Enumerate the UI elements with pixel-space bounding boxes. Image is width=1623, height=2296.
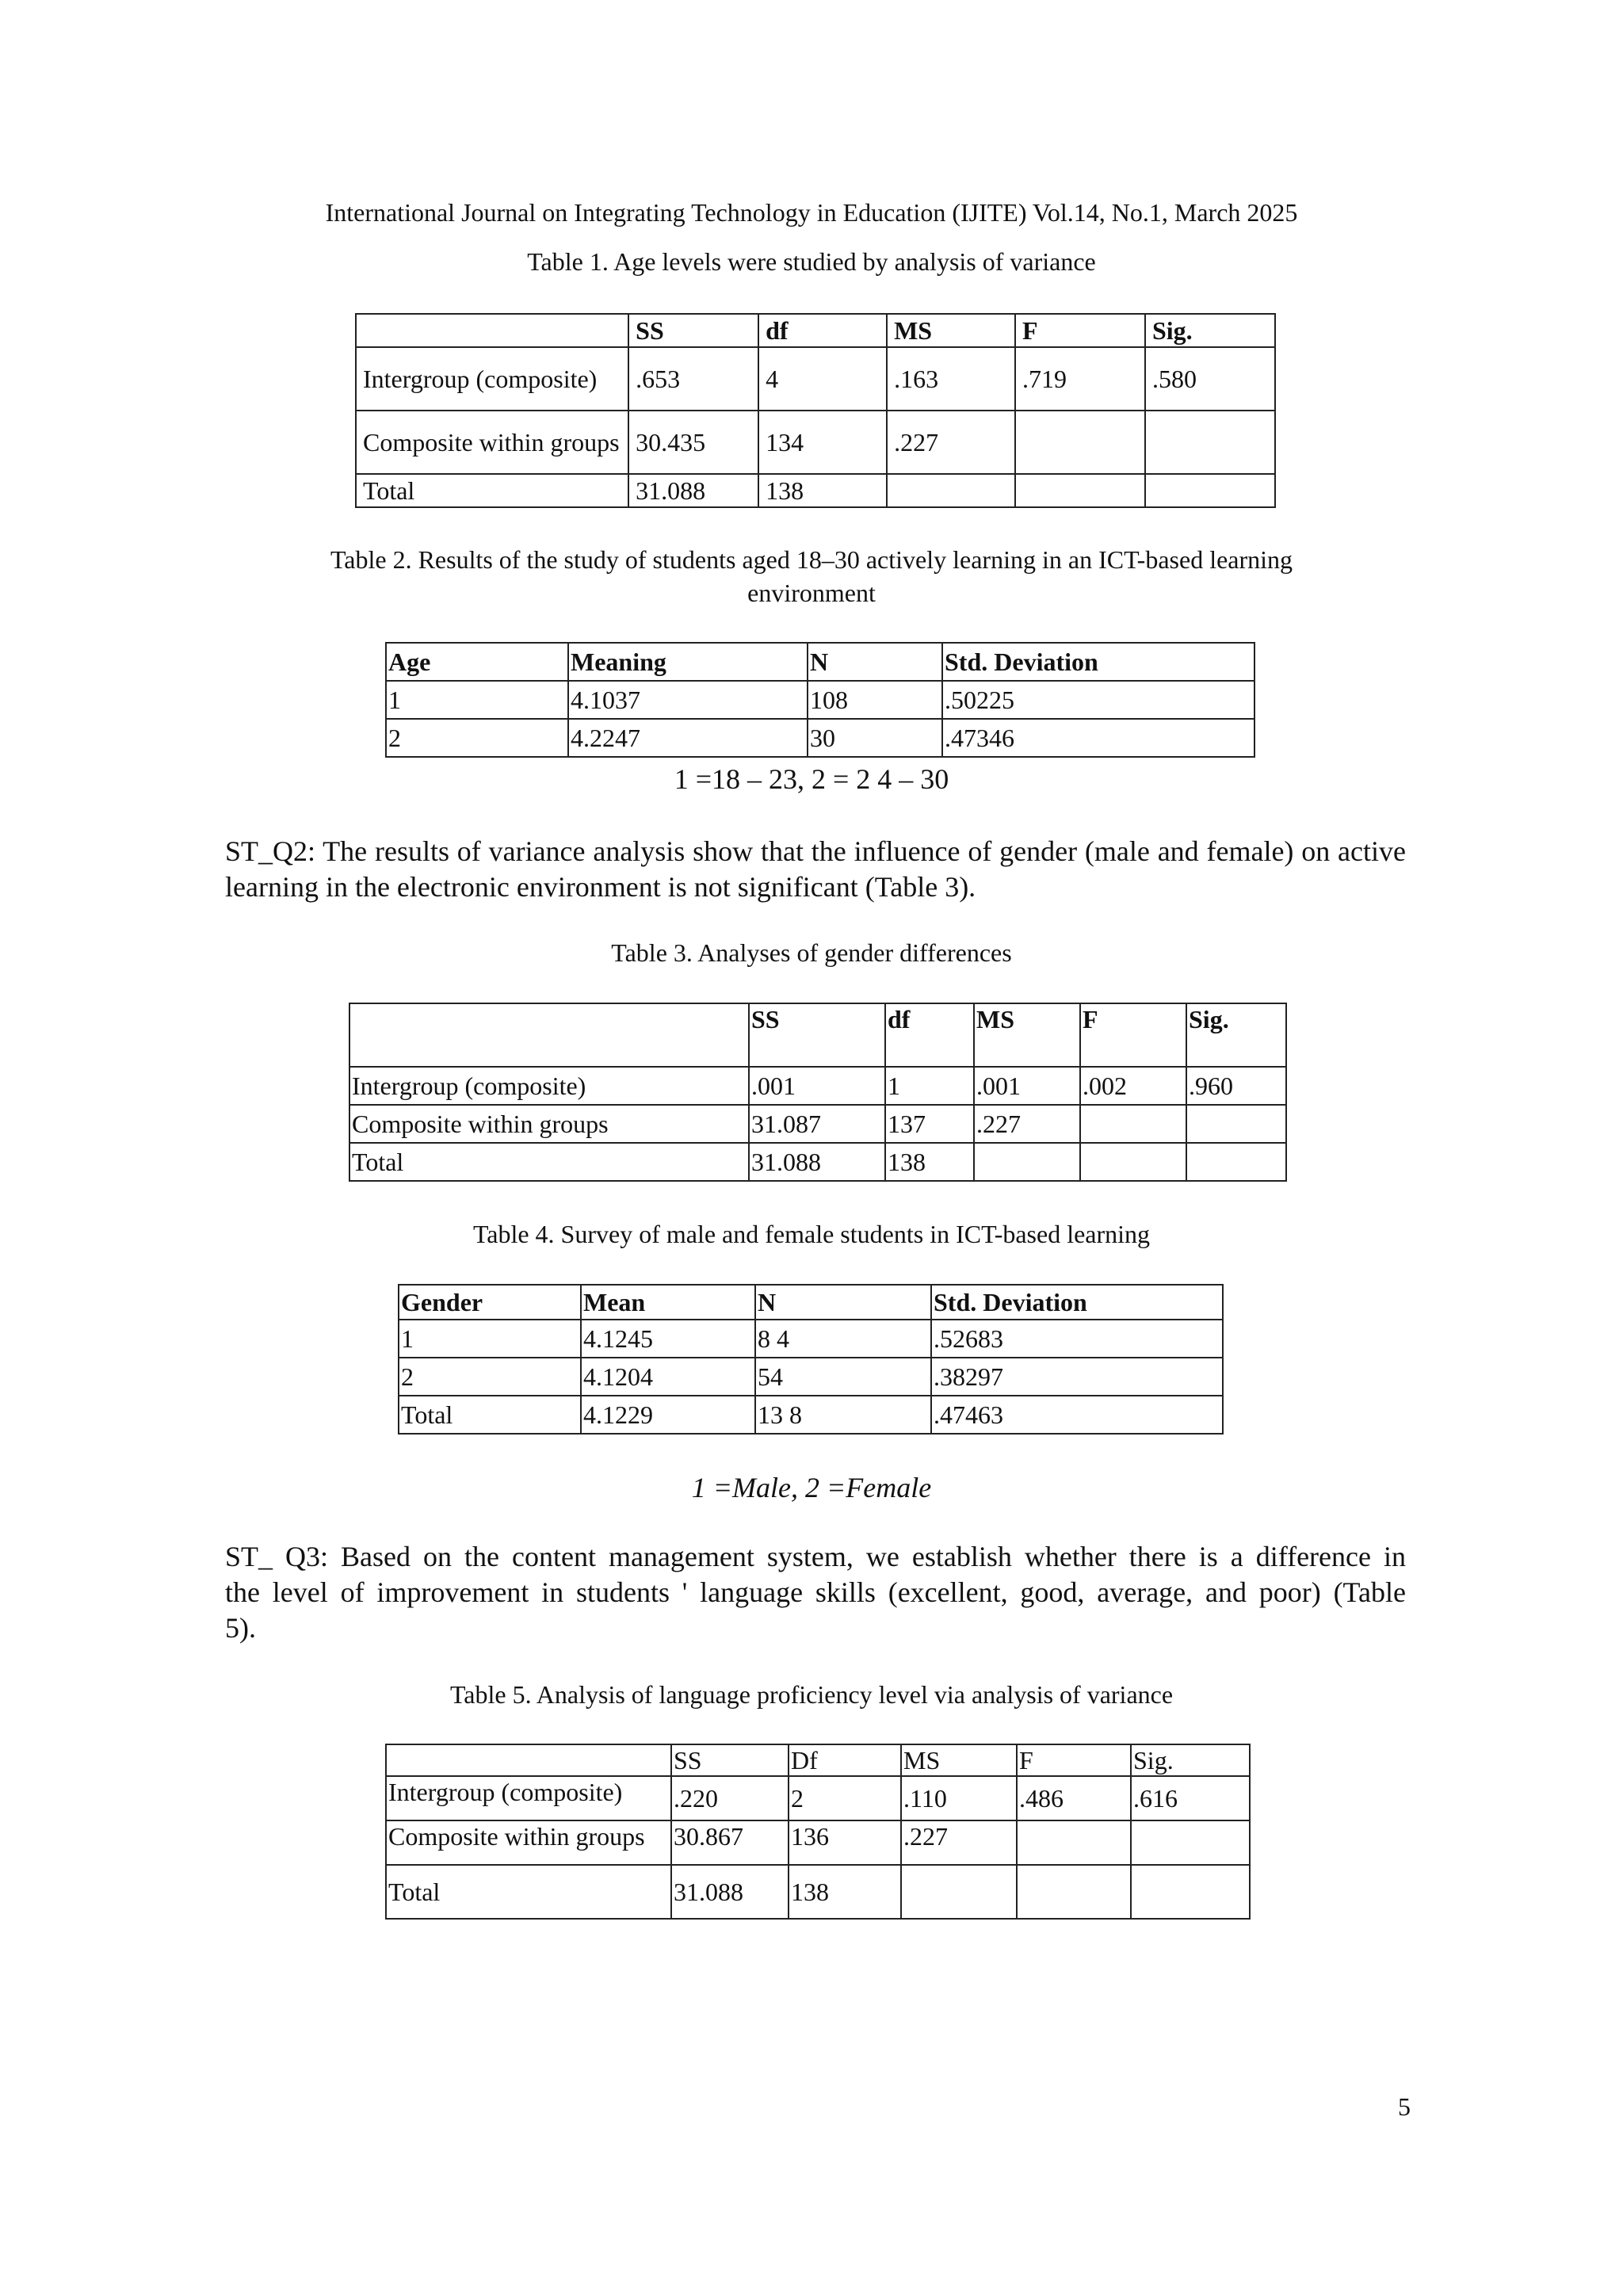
table3-row1-label: Intergroup (composite)	[349, 1067, 749, 1105]
table-row	[349, 1067, 1286, 1105]
table5-row3-sig	[1131, 1865, 1250, 1919]
table-row	[356, 411, 1275, 474]
table3-caption: Table 3. Analyses of gender differences	[611, 938, 1012, 967]
page-number: 5	[1398, 2092, 1411, 2121]
table1-row2-ss: 30.435	[628, 411, 758, 474]
table2-header-meaning: Meaning	[568, 643, 808, 681]
table1-caption: Table 1. Age levels were studied by analysis of variance	[527, 247, 1096, 276]
table1-row2-sig	[1145, 411, 1275, 474]
table4-row3-gender: Total	[399, 1396, 581, 1434]
table1-row2-df: 134	[758, 411, 887, 474]
table1-row3-label: Total	[356, 474, 628, 507]
table5-row2-df: 136	[789, 1820, 901, 1865]
table5-header-f: F	[1017, 1744, 1131, 1776]
table-row	[356, 474, 1275, 507]
table-row	[349, 1143, 1286, 1181]
table1-row1-label: Intergroup (composite)	[356, 347, 628, 411]
table2-header-n: N	[808, 643, 942, 681]
table4-header-std: Std. Deviation	[931, 1285, 1223, 1320]
table5-header-df: Df	[789, 1744, 901, 1776]
table5-row1-ms: .110	[901, 1776, 1017, 1820]
table-row	[349, 1105, 1286, 1143]
table4-caption: Table 4. Survey of male and female students in ICT-based learning	[472, 1220, 1151, 1248]
table1-header-ss: SS	[628, 314, 758, 347]
table4-row3-n: 13 8	[755, 1396, 931, 1434]
table4-row1-n: 8 4	[755, 1320, 931, 1358]
table1-row1-sig: .580	[1145, 347, 1275, 411]
table-row	[386, 1820, 1250, 1865]
table1-header-ms: MS	[887, 314, 1015, 347]
table4-row1-mean: 4.1245	[581, 1320, 755, 1358]
table4-note: 1 =Male, 2 =Female	[691, 1472, 932, 1503]
table1-row3-sig	[1145, 474, 1275, 507]
table3-header-blank	[349, 1003, 749, 1067]
table2-row2-age: 2	[386, 719, 568, 757]
table3-row2-label: Composite within groups	[349, 1105, 749, 1143]
table2-header-age: Age	[386, 643, 568, 681]
table5-header-ss: SS	[671, 1744, 789, 1776]
table4-row2-n: 54	[755, 1358, 931, 1396]
table5-row2-ms: .227	[901, 1820, 1017, 1865]
table1-row1-ss: .653	[628, 347, 758, 411]
table4-header-mean: Mean	[581, 1285, 755, 1320]
table1-row1-df: 4	[758, 347, 887, 411]
table4-row3-mean: 4.1229	[581, 1396, 755, 1434]
table5-header-sig: Sig.	[1131, 1744, 1250, 1776]
table3-row3-ms	[974, 1143, 1080, 1181]
table4-header-n: N	[755, 1285, 931, 1320]
table4-row1-gender: 1	[399, 1320, 581, 1358]
table-row	[386, 1776, 1250, 1820]
table2-caption-line2: environment	[747, 579, 876, 607]
table1-row3-ms	[887, 474, 1015, 507]
table3	[349, 1003, 1287, 1182]
table1-header-sig: Sig.	[1145, 314, 1275, 347]
table-row	[386, 1865, 1250, 1919]
table4-row2-std: .38297	[931, 1358, 1223, 1396]
table5-row3-label: Total	[386, 1865, 671, 1919]
table2	[385, 642, 1255, 758]
table3-row2-sig	[1186, 1105, 1286, 1143]
table3-row1-f: .002	[1080, 1067, 1186, 1105]
table5-caption: Table 5. Analysis of language proficiency level via analysis of variance	[449, 1680, 1174, 1709]
table2-row2-std: .47346	[942, 719, 1254, 757]
table4-row3-std: .47463	[931, 1396, 1223, 1434]
table1-row1-f: .719	[1015, 347, 1145, 411]
table1-row2-f	[1015, 411, 1145, 474]
table5-row3-df: 138	[789, 1865, 901, 1919]
table5-row2-sig	[1131, 1820, 1250, 1865]
table2-row2-meaning: 4.2247	[568, 719, 808, 757]
table5-header-blank	[386, 1744, 671, 1776]
table2-row1-n: 108	[808, 681, 942, 719]
table3-row3-f	[1080, 1143, 1186, 1181]
paragraph-q3-line2: the level of improvement in students ' language skills (excellent, good, average, and poor) (Table	[225, 1576, 1406, 1608]
table3-row3-df: 138	[885, 1143, 974, 1181]
table-row	[356, 347, 1275, 411]
table1-row3-f	[1015, 474, 1145, 507]
table-row	[399, 1358, 1223, 1396]
table-row	[399, 1320, 1223, 1358]
table1-row3-df: 138	[758, 474, 887, 507]
table1-header-blank	[356, 314, 628, 347]
table5	[385, 1744, 1251, 1920]
table5-row1-df: 2	[789, 1776, 901, 1820]
table4-header-gender: Gender	[399, 1285, 581, 1320]
table2-note: 1 =18 – 23, 2 = 2 4 – 30	[674, 763, 949, 795]
table5-row3-ms	[901, 1865, 1017, 1919]
table5-row1-ss: .220	[671, 1776, 789, 1820]
table1-row1-ms: .163	[887, 347, 1015, 411]
table5-row2-ss: 30.867	[671, 1820, 789, 1865]
table3-row1-sig: .960	[1186, 1067, 1286, 1105]
paragraph-q3-line1: ST_ Q3: Based on the content management system, we establish whether there is a difference in	[225, 1541, 1406, 1572]
table2-row1-std: .50225	[942, 681, 1254, 719]
table3-row2-ss: 31.087	[749, 1105, 885, 1143]
table3-row3-label: Total	[349, 1143, 749, 1181]
table3-header-ss: SS	[749, 1003, 885, 1067]
table5-row3-f	[1017, 1865, 1131, 1919]
paragraph-q3	[225, 1539, 1406, 1646]
table-row	[386, 681, 1254, 719]
table3-row1-ms: .001	[974, 1067, 1080, 1105]
table5-row3-ss: 31.088	[671, 1865, 789, 1919]
table3-header-f: F	[1080, 1003, 1186, 1067]
table4-row2-gender: 2	[399, 1358, 581, 1396]
table4-row2-mean: 4.1204	[581, 1358, 755, 1396]
table4	[398, 1284, 1224, 1435]
table3-row1-df: 1	[885, 1067, 974, 1105]
table1-header-f: F	[1015, 314, 1145, 347]
table5-row1-f: .486	[1017, 1776, 1131, 1820]
table-row	[386, 719, 1254, 757]
table3-row3-sig	[1186, 1143, 1286, 1181]
table5-row1-sig: .616	[1131, 1776, 1250, 1820]
table1-row3-ss: 31.088	[628, 474, 758, 507]
table1	[355, 313, 1276, 508]
paragraph-q3-line3: 5).	[225, 1612, 256, 1644]
table4-row1-std: .52683	[931, 1320, 1223, 1358]
table2-row1-age: 1	[386, 681, 568, 719]
table3-header-ms: MS	[974, 1003, 1080, 1067]
table2-row2-n: 30	[808, 719, 942, 757]
table3-row1-ss: .001	[749, 1067, 885, 1105]
paragraph-q2: ST_Q2: The results of variance analysis show that the influence of gender (male and female) on active learning in the electronic environment is not significant (Table 3).	[225, 835, 1406, 903]
table1-row2-ms: .227	[887, 411, 1015, 474]
table3-header-sig: Sig.	[1186, 1003, 1286, 1067]
table5-row1-label: Intergroup (composite)	[386, 1776, 671, 1820]
table3-header-df: df	[885, 1003, 974, 1067]
table2-header-std: Std. Deviation	[942, 643, 1254, 681]
table1-header-df: df	[758, 314, 887, 347]
table5-row2-label: Composite within groups	[386, 1820, 671, 1865]
table3-row2-f	[1080, 1105, 1186, 1143]
table3-row2-ms: .227	[974, 1105, 1080, 1143]
table5-header-ms: MS	[901, 1744, 1017, 1776]
table2-caption-line1: Table 2. Results of the study of students aged 18–30 actively learning in an ICT-based learning	[330, 545, 1293, 574]
table3-row3-ss: 31.088	[749, 1143, 885, 1181]
table5-row2-f	[1017, 1820, 1131, 1865]
table1-row2-label: Composite within groups	[356, 411, 628, 474]
table3-row2-df: 137	[885, 1105, 974, 1143]
table2-row1-meaning: 4.1037	[568, 681, 808, 719]
running-header: International Journal on Integrating Technology in Education (IJITE) Vol.14, No.1, March 2025	[325, 198, 1298, 227]
table-row	[399, 1396, 1223, 1434]
